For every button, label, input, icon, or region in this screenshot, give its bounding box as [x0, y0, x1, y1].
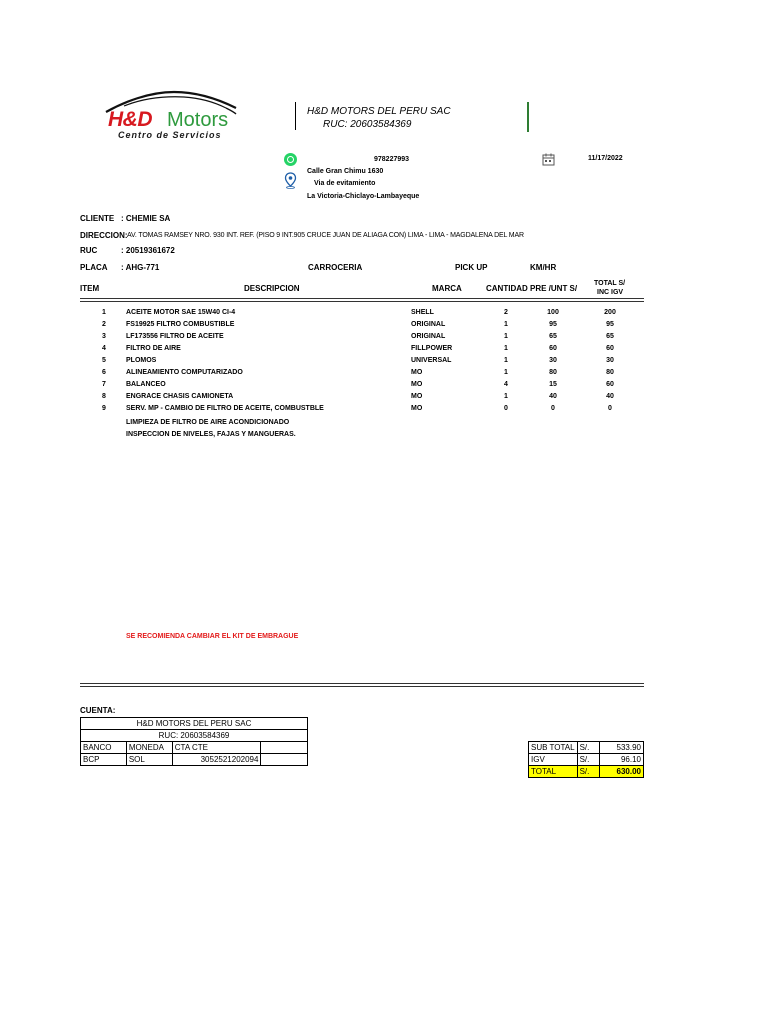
item-description: ENGRACE CHASIS CAMIONETA [126, 393, 234, 400]
item-unit-price: 100 [547, 309, 559, 316]
whatsapp-icon [284, 153, 297, 166]
total-currency: S/. [577, 766, 599, 778]
igv-currency: S/. [577, 754, 599, 766]
item-unit-price: 80 [549, 369, 557, 376]
carroceria-label: CARROCERIA [308, 263, 363, 272]
total-label: TOTAL [529, 766, 578, 778]
item-brand: MO [411, 381, 423, 388]
item-brand: ORIGINAL [411, 321, 446, 328]
col-header-marca: MARCA [432, 284, 462, 293]
header-divider-left [295, 102, 296, 130]
item-quantity: 2 [504, 309, 508, 316]
item-quantity: 0 [504, 405, 508, 412]
item-number: 4 [102, 345, 106, 352]
item-total: 95 [606, 321, 614, 328]
recommendation-note: SE RECOMIENDA CAMBIAR EL KIT DE EMBRAGUE [126, 633, 299, 640]
item-unit-price: 0 [551, 405, 555, 412]
item-unit-price: 15 [549, 381, 557, 388]
col-header-cantidad: CANTIDAD [486, 284, 528, 293]
footer-rule-1 [80, 683, 644, 684]
item-description: ALINEAMIENTO COMPUTARIZADO [126, 369, 243, 376]
item-total: 30 [606, 357, 614, 364]
item9-extra-2: INSPECCION DE NIVELES, FAJAS Y MANGUERAS. [126, 431, 296, 438]
km-label: KM/HR [530, 263, 557, 272]
item9-extra-1: LIMPIEZA DE FILTRO DE AIRE ACONDICIONADO [126, 419, 290, 426]
logo-subtitle: Centro de Servicios [118, 130, 222, 140]
item-unit-price: 40 [549, 393, 557, 400]
subtotal-value: 533.90 [599, 742, 643, 754]
calendar-icon [542, 153, 555, 166]
address-line-3: La Victoria-Chiclayo-Lambayeque [307, 193, 420, 200]
item-number: 6 [102, 369, 106, 376]
item-unit-price: 95 [549, 321, 557, 328]
item-description: FS19925 FILTRO COMBUSTIBLE [126, 321, 235, 328]
address-line-1: Calle Gran Chimu 1630 [307, 168, 384, 175]
ruc-value: : 20519361672 [121, 246, 175, 255]
item-number: 8 [102, 393, 106, 400]
account-moneda: SOL [126, 754, 172, 766]
company-phone: 978227993 [374, 156, 410, 163]
item-brand: MO [411, 405, 423, 412]
header-divider-right [527, 102, 529, 132]
item-total: 40 [606, 393, 614, 400]
item-unit-price: 60 [549, 345, 557, 352]
item-unit-price: 30 [549, 357, 557, 364]
item-brand: ORIGINAL [411, 333, 446, 340]
company-ruc: RUC: 20603584369 [323, 119, 412, 130]
item-number: 5 [102, 357, 106, 364]
item-brand: SHELL [411, 309, 434, 316]
item-number: 1 [102, 309, 106, 316]
direccion-label: DIRECCION: [80, 231, 128, 240]
item-total: 0 [608, 405, 612, 412]
item-quantity: 1 [504, 357, 508, 364]
item-description: PLOMOS [126, 357, 157, 364]
header-rule-2 [80, 301, 644, 302]
item-brand: UNIVERSAL [411, 357, 452, 364]
account-cta: 3052521202094 [172, 754, 261, 766]
item-number: 7 [102, 381, 106, 388]
direccion-value: AV. TOMAS RAMSEY NRO. 930 INT. REF. (PISO 9 INT.905 CRUCE JUAN DE ALIAGA CON) LIMA - LIMA - MAGDALENA DEL MAR [127, 232, 524, 239]
address-line-2: Via de evitamiento [314, 180, 376, 187]
header-rule-1 [80, 298, 644, 299]
col-header-descripcion: DESCRIPCION [244, 284, 300, 293]
item-description: FILTRO DE AIRE [126, 345, 181, 352]
document-date: 11/17/2022 [588, 155, 623, 162]
ruc-label: RUC [80, 246, 98, 255]
account-h-cta: CTA CTE [172, 742, 261, 754]
item-total: 65 [606, 333, 614, 340]
item-number: 3 [102, 333, 106, 340]
totals-table [528, 741, 644, 778]
item-total: 80 [606, 369, 614, 376]
item-brand: MO [411, 369, 423, 376]
item-quantity: 1 [504, 393, 508, 400]
account-empty [261, 754, 308, 766]
igv-value: 96.10 [599, 754, 643, 766]
item-quantity: 1 [504, 333, 508, 340]
item-description: LF173556 FILTRO DE ACEITE [126, 333, 224, 340]
subtotal-currency: S/. [577, 742, 599, 754]
account-h-empty [261, 742, 308, 754]
logo-motors: Motors [167, 109, 229, 131]
item-quantity: 1 [504, 345, 508, 352]
item-number: 2 [102, 321, 106, 328]
account-table [80, 717, 308, 766]
item-description: SERV. MP - CAMBIO DE FILTRO DE ACEITE, COMBUSTBLE [126, 405, 324, 412]
item-brand: MO [411, 393, 423, 400]
item-unit-price: 65 [549, 333, 557, 340]
col-header-pre-unit: PRE /UNT S/ [530, 284, 578, 293]
item-quantity: 1 [504, 369, 508, 376]
carroceria-value: PICK UP [455, 263, 488, 272]
cuenta-label: CUENTA: [80, 706, 116, 715]
placa-label: PLACA [80, 263, 108, 272]
item-quantity: 1 [504, 321, 508, 328]
igv-label: IGV [529, 754, 578, 766]
placa-value: : AHG-771 [121, 263, 160, 272]
item-description: BALANCEO [126, 381, 166, 388]
company-name: H&D MOTORS DEL PERU SAC [307, 106, 451, 117]
logo-brand: H&D [108, 108, 152, 131]
item-brand: FILLPOWER [411, 345, 453, 352]
col-header-total-1: TOTAL S/ [594, 280, 626, 287]
item-number: 9 [102, 405, 106, 412]
account-ruc: RUC: 20603584369 [81, 730, 308, 742]
item-description: ACEITE MOTOR SAE 15W40 CI-4 [126, 309, 236, 316]
item-total: 60 [606, 381, 614, 388]
total-value: 630.00 [599, 766, 643, 778]
account-h-banco: BANCO [81, 742, 127, 754]
item-total: 200 [604, 309, 616, 316]
item-quantity: 4 [504, 381, 508, 388]
footer-rule-2 [80, 686, 644, 687]
account-h-moneda: MONEDA [126, 742, 172, 754]
subtotal-label: SUB TOTAL [529, 742, 578, 754]
cliente-label: CLIENTE [80, 214, 115, 223]
location-pin-icon [284, 172, 297, 189]
item-total: 60 [606, 345, 614, 352]
col-header-item: ITEM [80, 284, 100, 293]
cliente-value: : CHEMIE SA [121, 214, 171, 223]
account-name: H&D MOTORS DEL PERU SAC [81, 718, 308, 730]
col-header-total-2: INC IGV [597, 289, 624, 296]
account-banco: BCP [81, 754, 127, 766]
